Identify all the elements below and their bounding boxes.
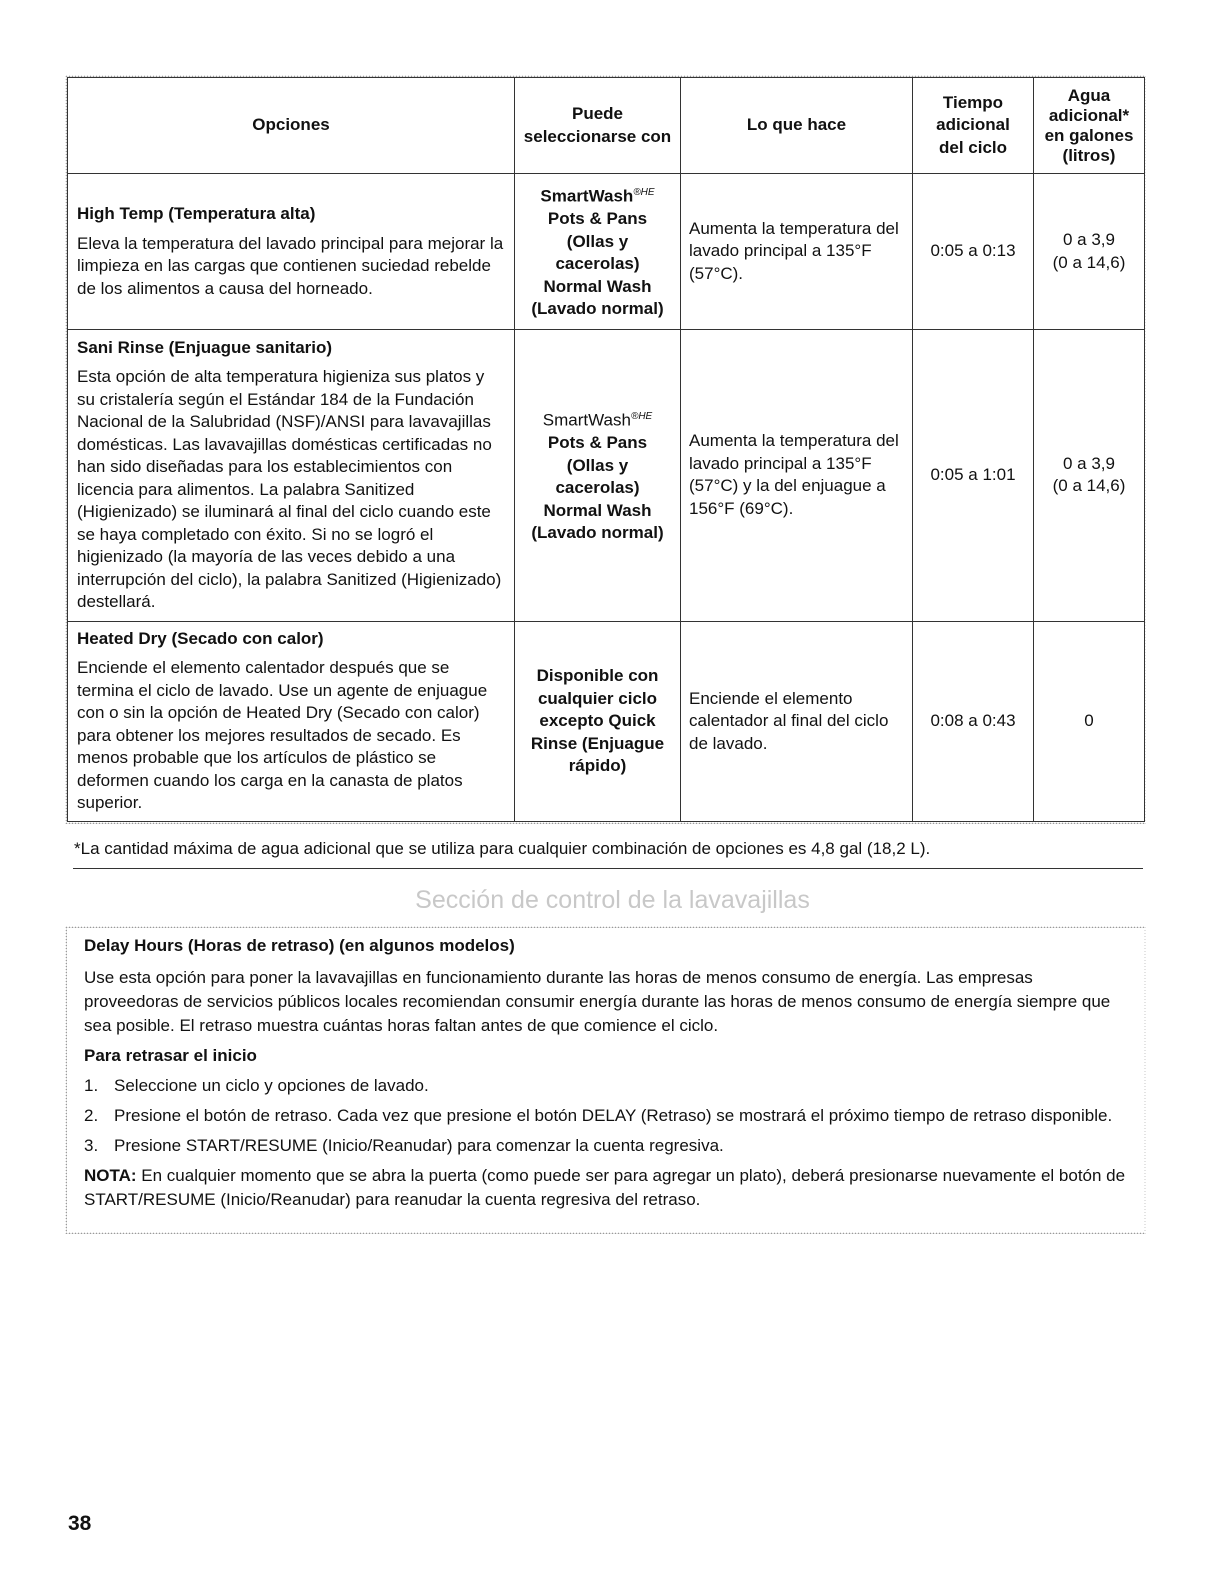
- step-text: Presione el botón de retraso. Cada vez que presione el botón DELAY (Retraso) se mostrará el próximo tiempo de retraso disponible.: [114, 1106, 1113, 1125]
- header-selectable-with: Puede seleccionarse con: [515, 78, 681, 174]
- delay-hours-box: [67, 928, 1144, 1232]
- delay-hours-heading: Delay Hours (Horas de retraso) (en algunos modelos): [84, 936, 515, 955]
- step-text: Seleccione un ciclo y opciones de lavado.: [114, 1076, 429, 1095]
- list-item: [84, 1104, 1130, 1128]
- options-table-frame: [65, 75, 1146, 824]
- option-title: High Temp (Temperatura alta): [77, 204, 316, 224]
- option-title: Sani Rinse (Enjuague sanitario): [77, 337, 333, 357]
- page-number: 38: [68, 1512, 92, 1535]
- extra-water-cell: 0 a 3,9 (0 a 14,6): [1034, 330, 1145, 621]
- table-row: [68, 330, 1145, 621]
- extra-time-cell: 0:05 a 0:13: [913, 174, 1034, 330]
- section-title: Sección de control de la lavavajillas: [415, 886, 810, 914]
- delay-hours-intro: Use esta opción para poner la lavavajillas en funcionamiento durante las horas de menos consumo de energía. Las empresas proveedoras de servicios públicos locales recomiendan consumir energía durante las horas de menos consumo de energía siempre que sea posible. El retraso muestra cuántas horas faltan antes de que comience el ciclo.: [84, 968, 1111, 1035]
- selectable-cell: Disponible con cualquier ciclo excepto Quick Rinse (Enjuague rápido): [515, 621, 681, 821]
- list-item: [84, 1134, 1130, 1158]
- what-it-does-cell: Enciende el elemento calentador al final del ciclo de lavado.: [681, 621, 913, 821]
- water-footnote: *La cantidad máxima de agua adicional que se utiliza para cualquier combinación de opciones es 4,8 gal (18,2 L).: [74, 839, 931, 858]
- what-it-does-cell: Aumenta la temperatura del lavado principal a 135°F (57°C) y la del enjuague a 156°F (69°C).: [681, 330, 913, 621]
- table-header-row: [68, 78, 1145, 174]
- step-number: 1.: [84, 1076, 99, 1095]
- option-title: Heated Dry (Secado con calor): [77, 628, 324, 648]
- header-extra-water: Agua adicional* en galones (litros): [1034, 78, 1145, 174]
- option-description: Eleva la temperatura del lavado principal para mejorar la limpieza en las cargas que contienen suciedad rebelde de los alimentos a causa del horneado.: [77, 233, 504, 298]
- option-cell: [68, 621, 515, 821]
- step-text: Presione START/RESUME (Inicio/Reanudar) para comenzar la cuenta regresiva.: [114, 1136, 724, 1155]
- step-number: 3.: [84, 1136, 99, 1155]
- note-text: En cualquier momento que se abra la puerta (como puede ser para agregar un plato), deberá presionarse nuevamente el botón de START/RESUME (Inicio/Reanudar) para reanudar la cuenta regresiva del retraso.: [84, 1166, 1126, 1209]
- step-number: 2.: [84, 1106, 99, 1125]
- what-it-does-cell: Aumenta la temperatura del lavado principal a 135°F (57°C).: [681, 174, 913, 330]
- section-divider: [73, 868, 1143, 869]
- extra-time-cell: 0:08 a 0:43: [913, 621, 1034, 821]
- option-cell: [68, 174, 515, 330]
- options-table: [67, 77, 1145, 822]
- delay-hours-frame: [65, 926, 1146, 1234]
- table-row: [68, 621, 1145, 821]
- option-description: Esta opción de alta temperatura higieniza sus platos y su cristalería según el Estándar 184 de la Fundación Nacional de la Salubridad (NSF)/ANSI para lavavajillas domésticas. Las lavavajillas domésticas certificadas no han sido diseñadas para los establecimientos con licencia para alimentos. La palabra Sanitized (Higienizado) se iluminará al final del ciclo cuando este se haya completado con éxito. Si no se logró el higienizado (la mayoría de las veces debido a una interrupción del ciclo), la palabra Sanitized (Higienizado) destellará.: [77, 367, 502, 612]
- table-row: [68, 174, 1145, 330]
- header-what-it-does: Lo que hace: [681, 78, 913, 174]
- selectable-cell: SmartWash$^{®HE}$ Pots & Pans (Ollas y cacerolas) Normal Wash (Lavado normal): [515, 330, 681, 621]
- option-cell: [68, 330, 515, 621]
- delay-steps-list: [84, 1074, 1130, 1158]
- list-item: [84, 1074, 1130, 1098]
- selectable-cell: SmartWash$^{®HE}$ Pots & Pans (Ollas y cacerolas) Normal Wash (Lavado normal): [515, 174, 681, 330]
- extra-time-cell: 0:05 a 1:01: [913, 330, 1034, 621]
- extra-water-cell: 0: [1034, 621, 1145, 821]
- delay-note: [84, 1164, 1130, 1212]
- delay-start-subheading: Para retrasar el inicio: [84, 1046, 257, 1065]
- extra-water-cell: 0 a 3,9 (0 a 14,6): [1034, 174, 1145, 330]
- header-options: Opciones: [68, 78, 515, 174]
- option-description: Enciende el elemento calentador después que se termina el ciclo de lavado. Use un agente de enjuague con o sin la opción de Heated Dry (Secado con calor) para obtener los mejores resultados de secado. Es menos probable que los artículos de plástico se deformen cuando los carga en la canasta de platos superior.: [77, 658, 488, 813]
- note-label: NOTA:: [84, 1166, 137, 1185]
- header-extra-time: Tiempo adicional del ciclo: [913, 78, 1034, 174]
